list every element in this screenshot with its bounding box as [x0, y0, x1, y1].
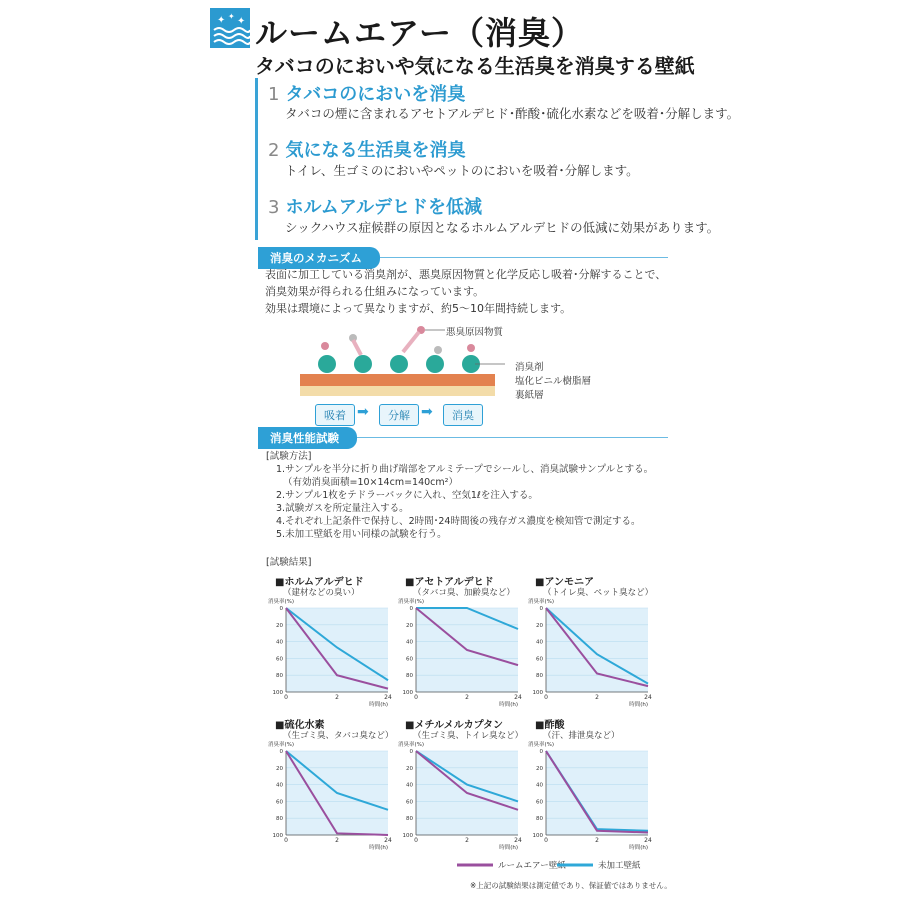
chart-ammonia	[528, 597, 653, 709]
y-axis-label: 消臭率(%)	[528, 599, 555, 605]
x-tick-label: 24	[384, 837, 392, 844]
chart-3-subtitle: （トイレ臭、ペット臭など）	[543, 588, 654, 598]
x-tick-label: 0	[414, 694, 418, 701]
y-tick-label: 40	[406, 782, 413, 789]
y-tick-label: 100	[402, 690, 413, 696]
x-tick-label: 2	[465, 694, 469, 701]
x-tick-label: 2	[335, 837, 339, 844]
page-subtitle: タバコのにおいや気になる生活臭を消臭する壁紙	[255, 54, 695, 78]
arrow-right-icon: ➡	[357, 404, 369, 420]
svg-text:✦: ✦	[237, 16, 246, 27]
y-tick-label: 0	[539, 749, 543, 755]
y-tick-label: 20	[406, 622, 413, 629]
odor-particle	[321, 342, 329, 350]
y-tick-label: 80	[276, 673, 283, 680]
x-tick-label: 0	[284, 837, 288, 844]
feature-3-title: ホルムアルデヒドを低減	[285, 197, 483, 218]
label-odor: 悪臭原因物質	[446, 327, 504, 338]
x-tick-label: 2	[595, 694, 599, 701]
mechanism-line-1: 表面に加工している消臭剤が、悪臭原因物質と化学反応し吸着･分解することで、	[265, 268, 667, 281]
y-axis-label: 消臭率(%)	[268, 742, 295, 748]
y-tick-label: 100	[272, 690, 283, 696]
sparkle-waves-icon	[210, 8, 250, 48]
chart-2-title: ■アセトアルデヒド	[405, 577, 494, 588]
chart-formaldehyde	[268, 597, 393, 709]
y-axis-label: 消臭率(%)	[398, 599, 425, 605]
x-tick-label: 24	[514, 694, 522, 701]
y-tick-label: 60	[276, 656, 283, 663]
disclaimer-note: ※上記の試験結果は測定値であり、保証値ではありません。	[470, 881, 672, 890]
y-tick-label: 20	[536, 765, 543, 772]
agent-dot	[390, 355, 408, 373]
mechanism-line-2: 消臭効果が得られる仕組みになっています。	[265, 285, 485, 298]
x-tick-label: 24	[644, 837, 652, 844]
test-label: 消臭性能試験	[258, 427, 357, 449]
x-tick-label: 0	[544, 694, 548, 701]
feature-3-desc: シックハウス症候群の原因となるホルムアルデヒドの低減に効果があります。	[285, 220, 720, 235]
y-axis-label: 消臭率(%)	[528, 742, 555, 748]
feature-3-heading	[268, 193, 482, 219]
chart-hydrogen-sulfide	[268, 740, 393, 852]
x-axis-label: 時間(h)	[369, 845, 388, 851]
x-axis-label: 時間(h)	[369, 702, 388, 708]
method-line-4: 3.試験ガスを所定量注入する。	[276, 503, 409, 514]
label-vinyl: 塩化ビニル樹脂層	[515, 376, 592, 387]
svg-text:✦: ✦	[217, 15, 226, 26]
mechanism-label: 消臭のメカニズム	[258, 247, 380, 269]
legend-treated-swatch	[455, 860, 495, 870]
chart-3-title: ■アンモニア	[535, 577, 595, 588]
y-tick-label: 40	[536, 639, 543, 646]
y-tick-label: 20	[536, 622, 543, 629]
y-tick-label: 60	[536, 656, 543, 663]
y-tick-label: 20	[406, 765, 413, 772]
y-tick-label: 80	[276, 816, 283, 823]
method-title: [試験方法]	[266, 451, 312, 462]
y-tick-label: 60	[276, 799, 283, 806]
feature-1-title: タバコのにおいを消臭	[285, 84, 466, 105]
chart-1-subtitle: （建材などの臭い）	[283, 588, 360, 598]
feature-3-number: 3	[268, 197, 280, 218]
method-line-1: 1.サンプルを半分に折り曲げ端部をアルミテープでシールし、消臭試験サンプルとする。	[276, 464, 654, 475]
svg-text:✦: ✦	[228, 12, 235, 21]
feature-accent-line	[255, 78, 258, 240]
y-tick-label: 100	[272, 833, 283, 839]
step-adsorb: 吸着	[315, 404, 355, 426]
chart-acetaldehyde	[398, 597, 523, 709]
x-tick-label: 24	[384, 694, 392, 701]
chart-methyl-mercaptan	[398, 740, 523, 852]
y-tick-label: 40	[536, 782, 543, 789]
feature-1-desc: タバコの煙に含まれるアセトアルデヒド･酢酸･硫化水素などを吸着･分解します。	[285, 106, 740, 121]
page-title: ルームエアー（消臭）	[255, 14, 585, 52]
y-axis-label: 消臭率(%)	[398, 742, 425, 748]
arrow-right-icon: ➡	[421, 404, 433, 420]
agent-dot	[354, 355, 372, 373]
x-tick-label: 24	[514, 837, 522, 844]
x-axis-label: 時間(h)	[499, 702, 518, 708]
chart-4-subtitle: （生ゴミ臭、タバコ臭など）	[283, 731, 394, 741]
x-tick-label: 0	[544, 837, 548, 844]
chart-6-title: ■酢酸	[535, 720, 565, 731]
x-tick-label: 2	[595, 837, 599, 844]
y-tick-label: 40	[276, 782, 283, 789]
x-tick-label: 24	[644, 694, 652, 701]
y-tick-label: 60	[406, 656, 413, 663]
chart-6-subtitle: （汗、排泄臭など）	[543, 731, 620, 741]
step-decompose: 分解	[379, 404, 419, 426]
y-tick-label: 20	[276, 765, 283, 772]
x-axis-label: 時間(h)	[629, 702, 648, 708]
chart-2-subtitle: （タバコ臭、加齢臭など）	[413, 588, 515, 598]
chart-5-title: ■メチルメルカプタン	[405, 720, 503, 731]
backing-layer	[300, 386, 495, 396]
y-tick-label: 0	[279, 749, 283, 755]
method-line-6: 5.未加工壁紙を用い同様の試験を行う。	[276, 529, 447, 540]
method-line-5: 4.それぞれ上記条件で保持し、2時間･24時間後の残存ガス濃度を検知管で測定する。	[276, 516, 641, 527]
y-tick-label: 0	[279, 606, 283, 612]
step-deodorize: 消臭	[443, 404, 483, 426]
legend-untreated-swatch	[555, 860, 595, 870]
y-tick-label: 20	[276, 622, 283, 629]
label-agent: 消臭剤	[515, 362, 544, 373]
legend-treated-label: ルームエアー壁紙	[498, 861, 566, 871]
y-axis-label: 消臭率(%)	[268, 599, 295, 605]
odor-particle	[467, 344, 475, 352]
method-line-2: （有効消臭面積=10×14cm=140cm²）	[283, 477, 458, 488]
x-tick-label: 0	[414, 837, 418, 844]
label-backing: 裏紙層	[515, 390, 544, 401]
odor-arrow	[353, 340, 361, 355]
x-tick-label: 0	[284, 694, 288, 701]
feature-2-heading	[268, 136, 465, 162]
y-tick-label: 100	[532, 690, 543, 696]
odor-arrow	[403, 332, 419, 352]
chart-4-title: ■硫化水素	[275, 720, 325, 731]
y-tick-label: 0	[409, 606, 413, 612]
feature-1-number: 1	[268, 84, 280, 105]
y-tick-label: 0	[409, 749, 413, 755]
chart-5-subtitle: （生ゴミ臭、トイレ臭など）	[413, 731, 524, 741]
agent-dot	[318, 355, 336, 373]
feature-1-heading	[268, 80, 465, 106]
vinyl-layer	[300, 374, 495, 386]
y-tick-label: 60	[536, 799, 543, 806]
y-tick-label: 100	[532, 833, 543, 839]
chart-acetic-acid	[528, 740, 653, 852]
x-axis-label: 時間(h)	[499, 845, 518, 851]
chart-1-title: ■ホルムアルデヒド	[275, 577, 364, 588]
y-tick-label: 100	[402, 833, 413, 839]
results-title: [試験結果]	[266, 557, 312, 568]
legend-untreated-label: 未加工壁紙	[598, 861, 641, 871]
x-tick-label: 2	[465, 837, 469, 844]
plot-area	[546, 751, 648, 835]
x-tick-label: 2	[335, 694, 339, 701]
y-tick-label: 60	[406, 799, 413, 806]
y-tick-label: 80	[536, 673, 543, 680]
y-tick-label: 80	[536, 816, 543, 823]
feature-2-number: 2	[268, 140, 280, 161]
agent-dot	[426, 355, 444, 373]
y-tick-label: 40	[406, 639, 413, 646]
odor-particle	[434, 346, 442, 354]
method-line-3: 2.サンプル1枚をテドラーバックに入れ、空気1ℓを注入する。	[276, 490, 538, 501]
y-tick-label: 40	[276, 639, 283, 646]
y-tick-label: 80	[406, 673, 413, 680]
y-tick-label: 0	[539, 606, 543, 612]
feature-2-desc: トイレ、生ゴミのにおいやペットのにおいを吸着･分解します。	[285, 163, 639, 178]
mechanism-line-3: 効果は環境によって異なりますが、約5～10年間持続します。	[265, 302, 572, 315]
y-tick-label: 80	[406, 816, 413, 823]
feature-2-title: 気になる生活臭を消臭	[285, 140, 466, 161]
x-axis-label: 時間(h)	[629, 845, 648, 851]
